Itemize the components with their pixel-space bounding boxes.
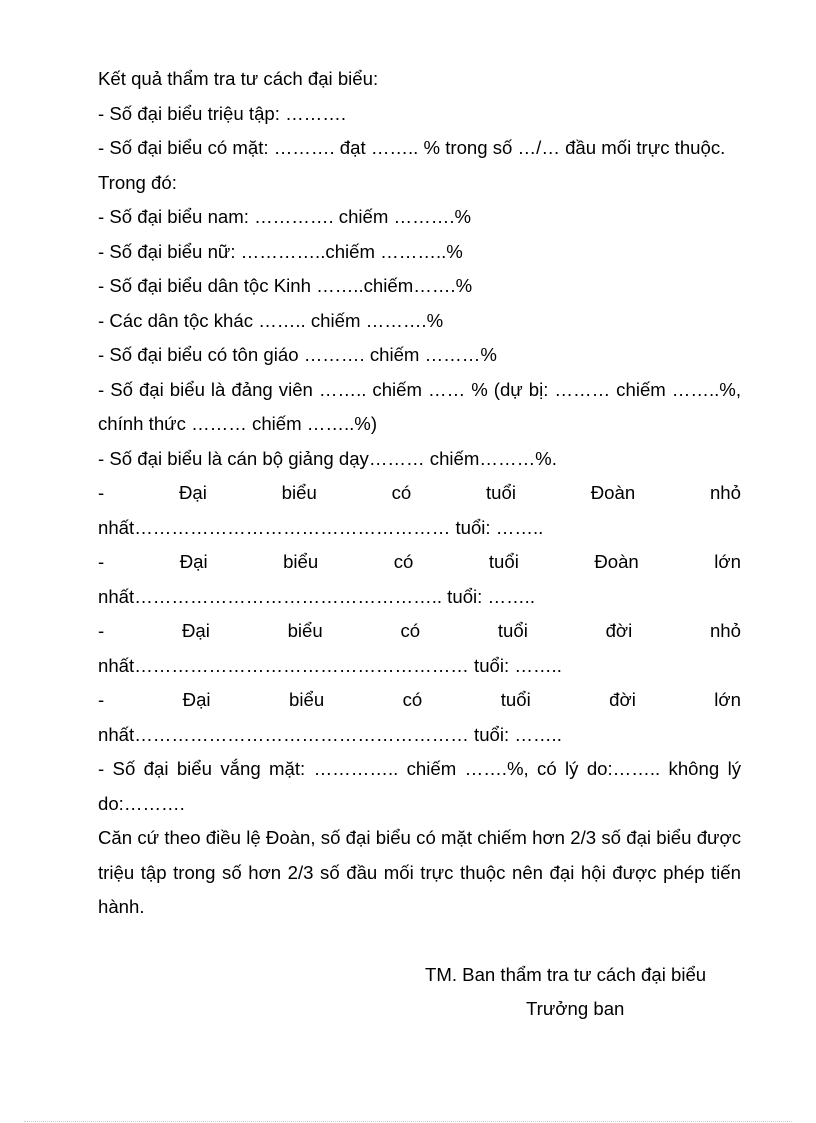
male-count: - Số đại biểu nam: …………. chiếm ……….% xyxy=(98,206,472,227)
word: Đại xyxy=(182,689,211,710)
party-count: - Số đại biểu là đảng viên …….. chiếm …… % (dự bị: ……… chiếm ……..%, chính thức ……… chiếm ……..%) xyxy=(98,378,741,434)
youngest-union-line xyxy=(98,476,741,511)
kinh-count: - Số đại biểu dân tộc Kinh ……..chiếm…….% xyxy=(98,275,473,296)
word: nhỏ xyxy=(709,620,741,641)
word: Đoàn xyxy=(594,551,639,572)
word: Đại xyxy=(181,620,210,641)
word: có xyxy=(393,551,414,572)
word: nhỏ xyxy=(709,482,741,503)
word: tuổi xyxy=(485,482,516,503)
youngest-life-tail: nhất……………………………………………… tuổi: …….. xyxy=(98,654,562,676)
word: Đoàn xyxy=(590,482,636,503)
oldest-union-line xyxy=(98,545,741,580)
religion-count: - Số đại biểu có tôn giáo ………. chiếm ………% xyxy=(98,344,497,365)
word: - xyxy=(98,689,105,710)
heading: Kết quả thẩm tra tư cách đại biểu: xyxy=(98,68,379,89)
word: biểu xyxy=(287,620,323,641)
present-count: - Số đại biểu có mặt: ………. đạt …….. % trong số …/… đầu mối trực thuộc. xyxy=(98,137,726,158)
female-count: - Số đại biểu nữ: …………..chiếm ………..% xyxy=(98,240,463,262)
word: - xyxy=(98,482,105,503)
word: tuổi xyxy=(497,620,528,641)
word: đời xyxy=(605,620,633,641)
conclusion: Căn cứ theo điều lệ Đoàn, số đại biểu có mặt chiếm hơn 2/3 số đại biểu được triệu tập trong số hơn 2/3 số đầu mối trực thuộc nên đại hội được phép tiến hành. xyxy=(98,827,741,917)
oldest-life-line xyxy=(98,683,741,718)
word: Đại xyxy=(179,551,208,572)
youngest-union-tail: nhất…………………………………………… tuổi: …….. xyxy=(98,516,544,538)
word: có xyxy=(400,620,421,641)
other-ethnic-count: - Các dân tộc khác …….. chiếm ……….% xyxy=(98,309,444,331)
word: có xyxy=(402,689,423,710)
summoned-count: - Số đại biểu triệu tập: ………. xyxy=(98,102,347,124)
word: lớn xyxy=(714,689,741,710)
word: biểu xyxy=(289,689,325,710)
among-label: Trong đó: xyxy=(98,171,177,193)
oldest-life-tail: nhất……………………………………………… tuổi: …….. xyxy=(98,723,562,745)
teacher-count: - Số đại biểu là cán bộ giảng dạy……… chiếm………%. xyxy=(98,447,557,469)
word: biểu xyxy=(283,551,319,572)
youngest-life-line xyxy=(98,614,741,649)
word: Đại xyxy=(178,482,207,503)
word: - xyxy=(98,551,105,572)
document-body xyxy=(98,62,741,925)
word: - xyxy=(98,620,105,641)
word: có xyxy=(391,482,412,503)
word: tuổi xyxy=(500,689,531,710)
signature-role: Trưởng ban xyxy=(526,998,625,1019)
signature-title: TM. Ban thẩm tra tư cách đại biểu xyxy=(425,964,707,985)
page-bottom-rule xyxy=(24,1121,792,1122)
word: biểu xyxy=(281,482,317,503)
absent-count: - Số đại biểu vắng mặt: ………….. chiếm …….%, có lý do:…….. không lý do:………. xyxy=(98,758,741,814)
oldest-union-tail: nhất………………………………………….. tuổi: …….. xyxy=(98,585,536,607)
word: đời xyxy=(609,689,636,710)
word: tuổi xyxy=(488,551,519,572)
word: lớn xyxy=(714,551,741,572)
